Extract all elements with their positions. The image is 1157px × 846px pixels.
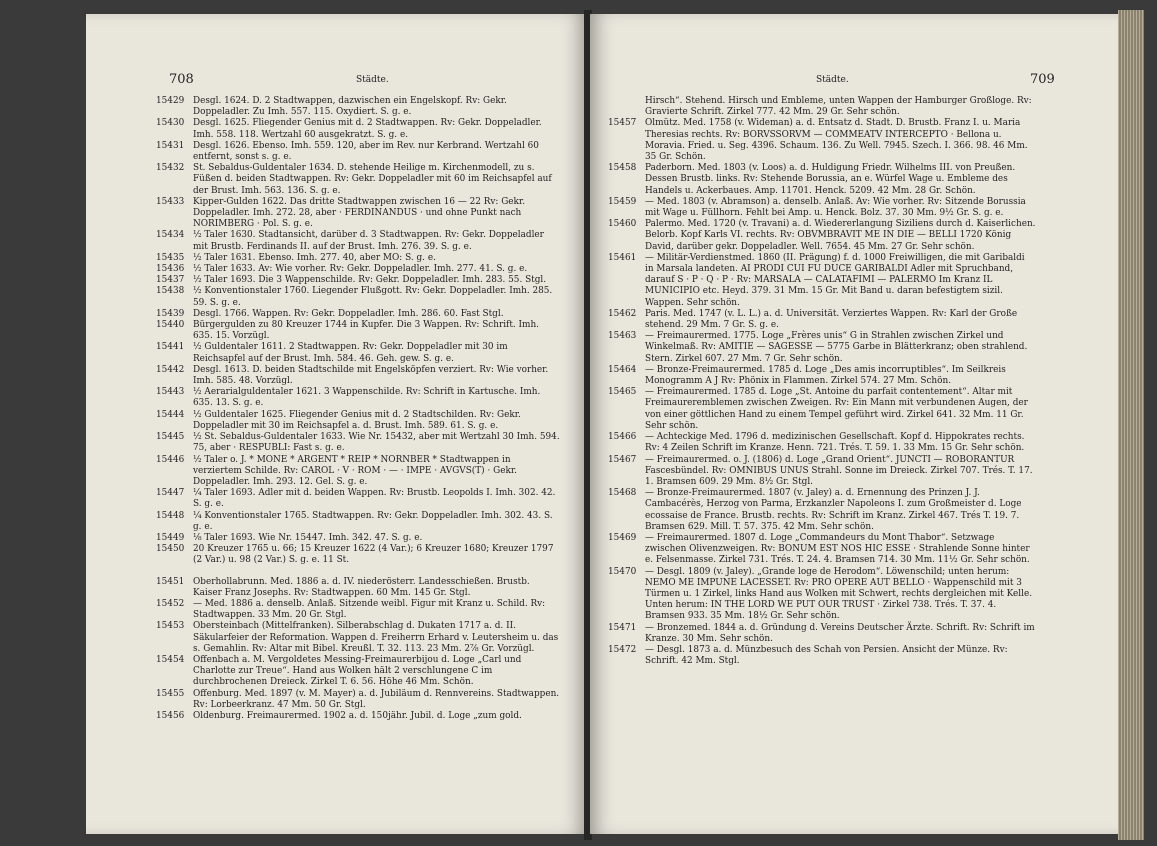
entry-text: ½ Konventionstaler 1760. Liegender Flußgott. Rv: Gekr. Doppeladler. Imh. 285. 59. S. g. e.: [193, 286, 553, 308]
entry-text: — Desgl. 1809 (v. Jaley). „Grande loge de Herodom“. Löwenschild; unten herum: NEMO ME IMPUNE LACESSET. Rv: PRO OPERE AUT BELLO · Wappenschild mit 3 Türmen u. 1 Zirkel, links Hand aus Wolken mit Schwert, rechts dergleichen mit Kelle. Unten herum: IN THE LORD WE PUT OUR TRUST · Zirkel 738. Trés. T. 37. 4. Bramsen 933. 35 Mm. 18½ Gr. Sehr schön.: [645, 566, 1033, 622]
catalog-entry: [156, 599, 560, 621]
entry-text: — Bronze-Freimaurermed. 1807 (v. Jaley) a. d. Ernennung des Prinzen J. J. Cambacérès, Herzog von Parma, Erzkanzler Napoleons I. zum Großmeister d. Loge ecossaise de France. Brustb. rechts. Rv: Schrift im Kranz. Zirkel 467. Trés T. 19. 7. Bramsen 629. Mill. T. 57. 375. 42 Mm. Sehr schön.: [645, 488, 1022, 532]
entry-text: — Freimaurermed. 1775. Loge „Frères unis“ G in Strahlen zwischen Zirkel und Winkelmaß. Rv: AMITIE — SAGESSE — 5775 Garbe in Blätterkranz; oben strahlend. Stern. Zirkel 607. 27 Mm. 7 Gr. Sehr schön.: [645, 331, 1028, 364]
running-header: Städte.: [356, 75, 389, 85]
entry-number: 15434: [156, 230, 185, 241]
entry-text: — Med. 1803 (v. Abramson) a. denselb. Anlaß. Av: Wie vorher. Rv: Sitzende Borussia mit Wage u. Füllhorn. Fehlt bei Amp. u. Henck. Bolz. 37. 30 Mm. 9½ Gr. S. g. e.: [645, 196, 1026, 219]
catalog-entry: [156, 533, 560, 544]
entry-number: 15454: [156, 654, 185, 665]
catalog-entry: [156, 511, 560, 533]
page-number: 708: [169, 72, 194, 87]
catalog-entry: [156, 488, 560, 510]
entry-text: Bürgergulden zu 80 Kreuzer 1744 in Kupfer. Die 3 Wappen. Rv: Schrift. Imh. 635. 15. Vorzügl.: [193, 320, 539, 342]
entry-number: 15450: [156, 544, 185, 555]
entry-number: 15469: [608, 532, 637, 543]
entry-text: Desgl. 1626. Ebenso. Imh. 559. 120, aber im Rev. nur Kerbrand. Wertzahl 60 entfernt, sonst s. g. e.: [193, 140, 539, 163]
catalog-entry: [608, 488, 1036, 533]
entry-text: ½ Taler 1631. Ebenso. Imh. 277. 40, aber MO: S. g. e.: [193, 252, 436, 263]
catalog-entry: [608, 533, 1036, 567]
entry-number: 15433: [156, 196, 185, 207]
page-edges: [1118, 10, 1144, 840]
entry-text: — Freimaurermed. 1785 d. Loge „St. Antoine du parfait contentement“. Altar mit Freimaureremblemen zwischen Zweigen. Rv: Ein Mann mit verbundenen Augen, der von einer göttlichen Hand zu einem Tempel geführt wird. Zirkel 641. 32 Mm. 11 Gr. Sehr schön.: [645, 387, 1028, 431]
catalog-entry: [156, 432, 560, 454]
catalog-entry: [156, 230, 560, 252]
entry-text: — Desgl. 1873 a. d. Münzbesuch des Schah von Persien. Ansicht der Münze. Rv: Schrift. 42 Mm. Stgl.: [645, 644, 1008, 667]
catalog-entry: [608, 331, 1036, 365]
catalog-entry: [156, 655, 560, 689]
entry-text: Desgl. 1613. D. beiden Stadtschilde mit Engelsköpfen verziert. Rv: Wie vorher. Imh. 585. 48. Vorzügl.: [193, 364, 549, 387]
entry-number: 15432: [156, 163, 185, 174]
entry-number: 15439: [156, 308, 185, 319]
entry-number: 15460: [608, 219, 637, 230]
entry-number: 15444: [156, 409, 185, 420]
catalog-entry: [156, 286, 560, 308]
entry-number: 15453: [156, 621, 185, 632]
entry-number: 15459: [608, 196, 637, 207]
entry-text: — Militär-Verdienstmed. 1860 (II. Prägung) f. d. 1000 Freiwilligen, die mit Garibaldi in Marsala landeten. AI PRODI CUI FU DUCE GARIBALDI Adler mit Spruchband, darauf S · P · Q · P · Rv: MARSALA — CALATAFIMI — PALERMO Im Kranz IL MUNICIPIO etc. Heyd. 379. 31 Mm. 15 Gr. Mit Band u. daran befestigtem sizil. Wappen. Sehr schön.: [645, 252, 1025, 308]
catalog-entry: [156, 118, 560, 140]
entry-number: 15468: [608, 488, 637, 499]
entry-text: Paris. Med. 1747 (v. L. L.) a. d. Universität. Verziertes Wappen. Rv: Karl der Große stehend. 29 Mm. 7 Gr. S. g. e.: [645, 308, 1018, 331]
entry-text: — Bronze-Freimaurermed. 1785 d. Loge „Des amis incorruptibles“. Im Seilkreis Monogramm A J Rv: Phönix in Flammen. Zirkel 574. 27 Mm. Schön.: [645, 364, 1006, 387]
entry-text: St. Sebaldus-Guldentaler 1634. D. stehende Heilige m. Kirchenmodell, zu s. Füßen d. beiden Stadtwappen. Rv: Gekr. Doppeladler mit 60 im Reichsapfel auf der Brust. Imh. 563. 136. S. g. e.: [193, 163, 552, 196]
right-entries: [608, 96, 1036, 667]
entry-number: 15440: [156, 320, 185, 331]
entry-number: 15472: [608, 644, 637, 655]
catalog-entry: [156, 320, 560, 342]
running-header: Städte.: [816, 75, 849, 85]
entry-text: Hirsch“. Stehend. Hirsch und Embleme, unten Wappen der Hamburger Großloge. Rv: Gravierte Schrift. Zirkel 777. 42 Mm. 29 Gr. Sehr schön.: [645, 96, 1032, 118]
entry-text: — Freimaurermed. 1807 d. Loge „Commandeurs du Mont Thabor“. Setzwage zwischen Olivenzweigen. Rv: BONUM EST NOS HIC ESSE · Strahlende Sonne hinter e. Felsenmasse. Zirkel 731. Trés. T. 24. 4. Bramsen 714. 30 Mm. 11½ Gr. Sehr schön.: [645, 532, 1030, 566]
catalog-entry: [156, 342, 560, 364]
catalog-entry: [608, 567, 1036, 623]
entry-text: ½ Guldentaler 1625. Fliegender Genius mit d. 2 Stadtschilden. Rv: Gekr. Doppeladler mit 30 im Reichsapfel a. d. Brust. Imh. 589. 61. S. g. e.: [193, 409, 521, 431]
catalog-entry: [156, 365, 560, 387]
left-entries: [156, 96, 560, 722]
entry-number: 15464: [608, 364, 637, 375]
entry-text: — Freimaurermed. o. J. (1806) d. Loge „Grand Orient“. JUNCTI — ROBORANTUR Fascesbündel. Rv: OMNIBUS UNUS Strahl. Sonne im Dreieck. Zirkel 707. Trés. T. 17. 1. Bramsen 609. 29 Mm. 8½ Gr. Stgl.: [645, 454, 1033, 487]
catalog-entry: [156, 711, 560, 722]
entry-number: 15431: [156, 140, 185, 151]
entry-number: 15441: [156, 342, 185, 353]
catalog-entry: [608, 96, 1036, 118]
catalog-entry: [156, 410, 560, 432]
entry-number: 15458: [608, 163, 637, 174]
catalog-entry: [156, 197, 560, 231]
entry-text: ½ Taler o. J. * MONE * ARGENT * REIP * NORNBER * Stadtwappen in verziertem Schilde. Rv: CAROL · V · ROM · — · IMPE · AVGVS(T) · Gekr. Doppeladler. Imh. 293. 12. Gel. S. g. e.: [193, 454, 517, 487]
entry-number: 15429: [156, 96, 185, 106]
entry-text: ½ Aerarialguldentaler 1621. 3 Wappenschilde. Rv: Schrift in Kartusche. Imh. 635. 13. S. g. e.: [193, 387, 541, 409]
catalog-entry: [608, 253, 1036, 309]
left-page: [86, 14, 586, 834]
entry-text: Palermo. Med. 1720 (v. Travani) a. d. Wiedererlangung Siziliens durch d. Kaiserlichen. Belorb. Kopf Karls VI. rechts. Rv: OBVMBRAVIT ME IN DIE — BELLI 1720 König David, darüber gekr. Doppeladler. Well. 7654. 45 Mm. 27 Gr. Sehr schön.: [645, 219, 1036, 252]
entry-text: Desgl. 1624. D. 2 Stadtwappen, dazwischen ein Engelskopf. Rv: Gekr. Doppeladler. Zu Imh. 557. 115. Oxydiert. S. g. e.: [193, 96, 507, 118]
entry-number: 15467: [608, 454, 637, 465]
catalog-entry: [608, 365, 1036, 387]
catalog-entry: [608, 387, 1036, 432]
entry-number: 15436: [156, 264, 185, 275]
entry-number: [608, 96, 645, 118]
entry-text: — Bronzemed. 1844 a. d. Gründung d. Vereins Deutscher Ärzte. Schrift. Rv: Schrift im Kranze. 30 Mm. Sehr schön.: [645, 622, 1035, 644]
entry-number: 15463: [608, 331, 637, 342]
entry-number: 15446: [156, 454, 185, 465]
entry-text: ½ Taler 1630. Stadtansicht, darüber d. 3 Stadtwappen. Rv: Gekr. Doppeladler mit Brustb. Ferdinands II. auf der Brust. Imh. 276. 39. S. g. e.: [193, 230, 544, 252]
entry-text: ½ Taler 1693. Die 3 Wappenschilde. Rv: Gekr. Doppeladler. Imh. 283. 55. Stgl.: [193, 275, 547, 286]
catalog-entry: [608, 219, 1036, 253]
catalog-entry: [608, 623, 1036, 645]
entry-number: 15448: [156, 510, 185, 521]
entry-text: — Med. 1886 a. denselb. Anlaß. Sitzende weibl. Figur mit Kranz u. Schild. Rv: Stadtwappen. 33 Mm. 20 Gr. Stgl.: [193, 598, 546, 621]
entry-number: 15442: [156, 364, 185, 375]
right-page: [590, 14, 1118, 834]
catalog-entry: [156, 253, 560, 264]
entry-text: ½ St. Sebaldus-Guldentaler 1633. Wie Nr. 15432, aber mit Wertzahl 30 Imh. 594. 75, aber · RESPUBLI: Fast s. g. e.: [193, 432, 560, 454]
entry-text: Obersteinbach (Mittelfranken). Silberabschlag d. Dukaten 1717 a. d. II. Säkularfeier der Reformation. Wappen d. Freiherrn Erhard v. Leutersheim u. das s. Gemahlin. Rv: Altar mit Bibel. Kreußl. T. 32. 113. 23 Mm. 2⅞ Gr. Vorzügl.: [193, 621, 559, 654]
catalog-entry: [608, 309, 1036, 331]
catalog-entry: [156, 455, 560, 489]
entry-text: Desgl. 1625. Fliegender Genius mit d. 2 Stadtwappen. Rv: Gekr. Doppeladler. Imh. 558. 118. Wertzahl 60 ausgekratzt. S. g. e.: [193, 118, 542, 140]
entry-number: 15435: [156, 252, 185, 263]
entry-number: 15438: [156, 286, 185, 297]
entry-text: ¼ Taler 1693. Adler mit d. beiden Wappen. Rv: Brustb. Leopolds I. Imh. 302. 42. S. g. e.: [193, 488, 556, 510]
catalog-entry: [156, 163, 560, 197]
entry-number: 15437: [156, 275, 185, 286]
entry-number: 15471: [608, 622, 637, 633]
catalog-entry: [156, 264, 560, 275]
entry-number: 15452: [156, 598, 185, 609]
catalog-entry: [608, 455, 1036, 489]
entry-text: ¼ Konventionstaler 1765. Stadtwappen. Rv: Gekr. Doppeladler. Imh. 302. 43. S. g. e.: [193, 510, 553, 532]
entry-text: ⅛ Taler 1693. Wie Nr. 15447. Imh. 342. 47. S. g. e.: [193, 532, 423, 543]
entry-text: ½ Taler 1633. Av: Wie vorher. Rv: Gekr. Doppeladler. Imh. 277. 41. S. g. e.: [193, 264, 528, 275]
catalog-entry: [156, 309, 560, 320]
catalog-entry: [156, 689, 560, 711]
entry-text: Kipper-Gulden 1622. Das dritte Stadtwappen zwischen 16 — 22 Rv: Gekr. Doppeladler. Imh. 272. 28, aber · FERDINANDUS · und ohne Punkt nach NORIMBERG · Pol. S. g. e.: [193, 196, 526, 230]
catalog-entry: [156, 141, 560, 163]
catalog-entry: [608, 118, 1036, 163]
entry-text: 20 Kreuzer 1765 u. 66; 15 Kreuzer 1622 (4 Var.); 6 Kreuzer 1680; Kreuzer 1797 (2 Var.) u. 98 (2 Var.) S. g. e. 11 St.: [193, 544, 554, 566]
entry-number: 15461: [608, 252, 637, 263]
entry-number: 15456: [156, 710, 185, 721]
entry-text: Oldenburg. Freimaurermed. 1902 a. d. 150jähr. Jubil. d. Loge „zum gold.: [193, 710, 522, 721]
entry-text: Oberhollabrunn. Med. 1886 a. d. IV. niederösterr. Landesschießen. Brustb. Kaiser Franz Josephs. Rv: Stadtwappen. 60 Mm. 145 Gr. Stgl.: [193, 576, 530, 598]
entry-text: Paderborn. Med. 1803 (v. Loos) a. d. Huldigung Friedr. Wilhelms III. von Preußen. Dessen Brustb. links. Rv: Stehende Borussia, an e. Würfel Wage u. Embleme des Handels u. Ackerbaues. Amp. 11701. Henck. 5209. 42 Mm. 28 Gr. Schön.: [645, 163, 1016, 196]
entry-number: 15449: [156, 532, 185, 543]
entry-number: 15457: [608, 118, 637, 129]
entry-text: ½ Guldentaler 1611. 2 Stadtwappen. Rv: Gekr. Doppeladler mit 30 im Reichsapfel auf der Brust. Imh. 584. 46. Geh. gew. S. g. e.: [193, 342, 508, 364]
entry-number: 15443: [156, 387, 185, 398]
catalog-entry: [156, 577, 560, 599]
entry-text: Desgl. 1766. Wappen. Rv: Gekr. Doppeladler. Imh. 286. 60. Fast Stgl.: [193, 308, 504, 319]
catalog-entry: [156, 387, 560, 409]
catalog-entry: [156, 544, 560, 566]
entry-number: 15445: [156, 432, 185, 443]
entry-number: 15430: [156, 118, 185, 129]
catalog-entry: [156, 621, 560, 655]
catalog-entry: [608, 432, 1036, 454]
entry-number: 15447: [156, 488, 185, 499]
entry-number: 15462: [608, 308, 637, 319]
entry-number: 15465: [608, 387, 637, 398]
entry-number: 15455: [156, 688, 185, 699]
entry-text: — Achteckige Med. 1796 d. medizinischen Gesellschaft. Kopf d. Hippokrates rechts. Rv: 4 Zeilen Schrift im Kranze. Henn. 721. Trés. T. 59. 1. 33 Mm. 15 Gr. Sehr schön.: [645, 432, 1025, 454]
catalog-entry: [608, 645, 1036, 667]
entry-text: Olmütz. Med. 1758 (v. Wideman) a. d. Entsatz d. Stadt. D. Brustb. Franz I. u. Maria Theresias rechts. Rv: BORVSSORVM — COMMEATV INTERCEPTO · Bellona u. Moravia. Fried. u. Seg. 4396. Schaum. 136. Zu Well. 7945. Szech. I. 366. 98. 46 Mm. 35 Gr. Schön.: [645, 118, 1028, 163]
entry-text: Offenbach a. M. Vergoldetes Messing-Freimaurerbijou d. Loge „Carl und Charlotte zur Treue“. Hand aus Wolken hält 2 verschlungene C im durchbrochenen Dreieck. Zirkel T. 6. 56. Höhe 46 Mm. Schön.: [193, 654, 522, 688]
page-number: 709: [1030, 72, 1055, 87]
entry-number: 15470: [608, 566, 637, 577]
entry-number: 15451: [156, 576, 185, 587]
entry-text: Offenburg. Med. 1897 (v. M. Mayer) a. d. Jubiläum d. Rennvereins. Stadtwappen. Rv: Lorbeerkranz. 47 Mm. 50 Gr. Stgl.: [193, 688, 560, 710]
catalog-entry: [156, 275, 560, 286]
entry-number: 15466: [608, 432, 637, 443]
catalog-entry: [156, 96, 560, 118]
catalog-entry: [608, 163, 1036, 197]
catalog-entry: [608, 197, 1036, 219]
